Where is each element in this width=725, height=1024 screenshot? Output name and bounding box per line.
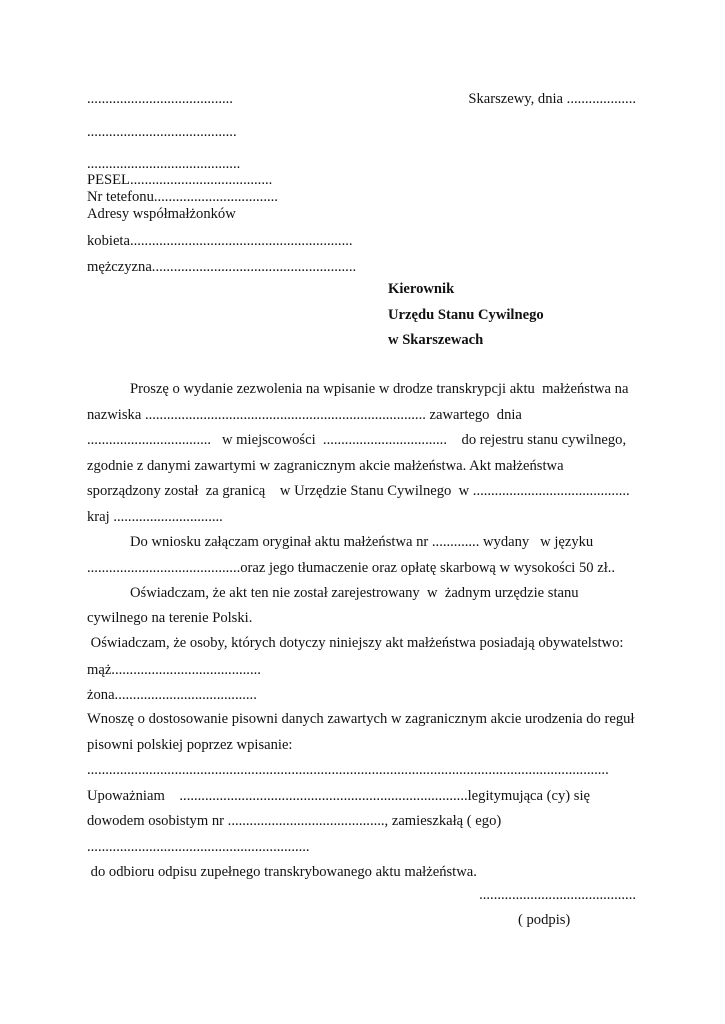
body-p6-line-1: Upoważniam ...............................................................................legitymująca (cy) się	[87, 788, 590, 804]
place-date: Skarszewy, dnia ...................	[468, 91, 636, 107]
body-p1-line-1: Proszę o wydanie zezwolenia na wpisanie w drodze transkrypcji aktu małżeństwa na	[130, 381, 629, 397]
body-p4-line-1: Oświadczam, że osoby, których dotyczy niniejszy akt małżeństwa posiadają obywatelstwo:	[87, 635, 624, 651]
body-p1-line-5: sporządzony został za granicą w Urzędzie Stanu Cywilnego w ...........................................	[87, 483, 630, 499]
addressee-line-3: w Skarszewach	[388, 332, 484, 348]
body-p5-line-1: Wnoszę o dostosowanie pisowni danych zawartych w zagranicznym akcie urodzenia do reguł	[87, 711, 635, 727]
phone-field: Nr tetefonu..................................	[87, 189, 278, 205]
wife-citizenship-field: żona.......................................	[87, 687, 257, 703]
body-p1-line-4: zgodnie z danymi zawartymi w zagranicznym akcie małżeństwa. Akt małżeństwa	[87, 458, 564, 474]
address-dots-line-2: ..........................................	[87, 156, 241, 172]
body-p6-line-4: do odbioru odpisu zupełnego transkrybowanego aktu małżeństwa.	[87, 864, 477, 880]
name-dots-line: ........................................	[87, 91, 233, 107]
address-dots-line: .........................................	[87, 124, 237, 140]
pesel-field: PESEL.......................................	[87, 172, 273, 188]
body-p3-line-2: cywilnego na terenie Polski.	[87, 610, 253, 626]
body-p5-line-2: pisowni polskiej poprzez wpisanie:	[87, 737, 293, 753]
body-p2-line-1: Do wniosku załączam oryginał aktu małżeństwa nr ............. wydany w języku	[130, 534, 594, 550]
body-p6-line-3: .............................................................	[87, 839, 310, 855]
woman-address-field: kobieta.............................................................	[87, 233, 353, 249]
body-p2-line-2: ..........................................oraz jego tłumaczenie oraz opłatę skarbową w wysokości 50 zł..	[87, 560, 616, 576]
body-p3-line-1: Oświadczam, że akt ten nie został zarejestrowany w żadnym urzędzie stanu	[130, 585, 579, 601]
spouses-addresses-label: Adresy współmałżonków	[87, 206, 236, 222]
man-address-field: mężczyzna........................................................	[87, 259, 357, 275]
husband-citizenship-field: mąż.........................................	[87, 662, 261, 678]
body-p1-line-3: .................................. w miejscowości .................................. do rejestru stanu cywilnego,	[87, 432, 627, 448]
addressee-line-2: Urzędu Stanu Cywilnego	[388, 307, 544, 323]
body-p6-line-2: dowodem osobistym nr ..........................................., zamieszkałą ( ego)	[87, 813, 502, 829]
signature-label: ( podpis)	[518, 912, 571, 928]
body-p1-line-2: nazwiska ............................................................................. zawartego dnia	[87, 407, 522, 423]
body-p1-line-6: kraj ..............................	[87, 509, 223, 525]
signature-dots: ...........................................	[479, 887, 636, 903]
addressee-line-1: Kierownik	[388, 281, 455, 297]
spelling-dots-line: ...............................................................................................................................................	[87, 762, 609, 778]
